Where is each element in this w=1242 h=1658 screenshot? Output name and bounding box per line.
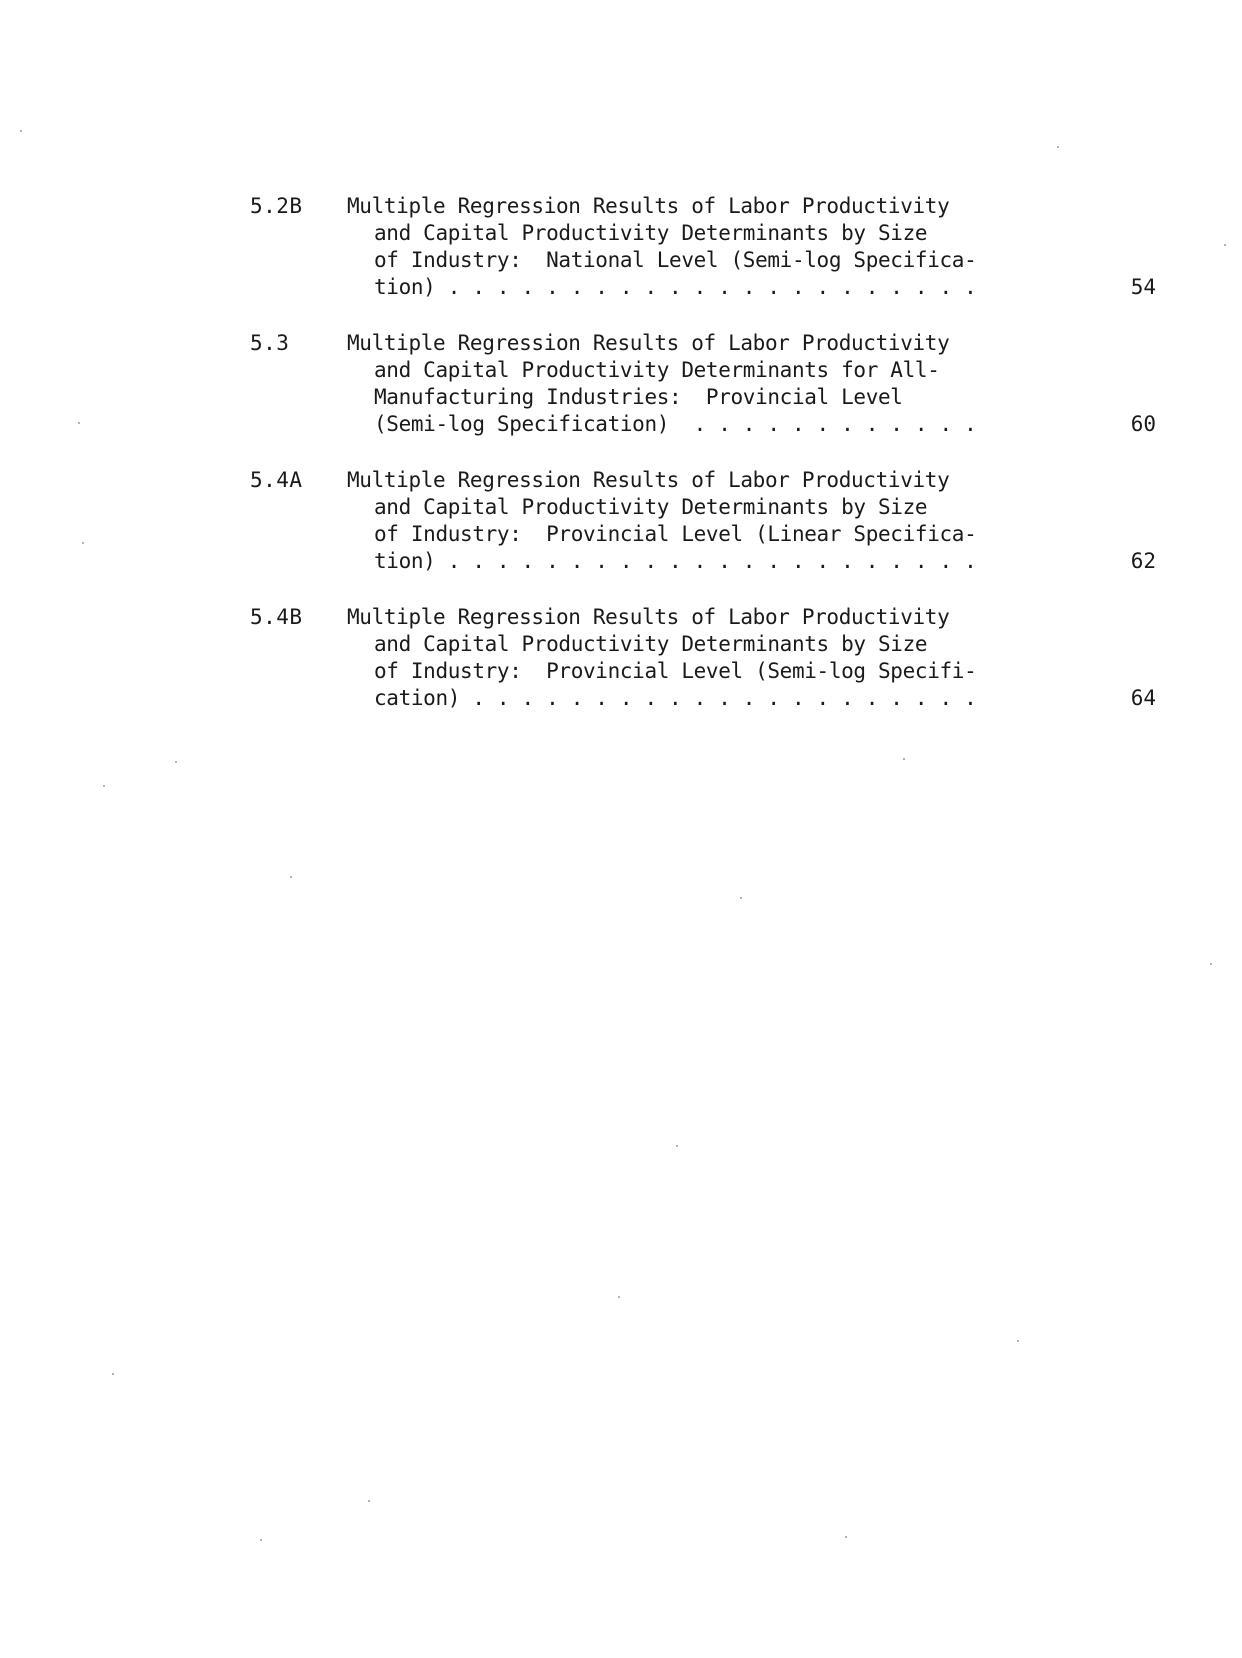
scan-speck — [1017, 1340, 1019, 1342]
scan-speck — [740, 897, 742, 899]
title-line: and Capital Productivity Determinants by Size — [374, 495, 928, 519]
table-number: 5.4A — [250, 468, 303, 492]
title-line: of Industry: Provincial Level (Semi-log Specifi- — [374, 659, 977, 683]
page-number: 54 — [1130, 275, 1156, 299]
title-line: cation) . . . . . . . . . . . . . . . . . . . . . — [374, 686, 977, 710]
scan-speck — [368, 1500, 370, 1502]
scan-speck — [676, 1145, 678, 1147]
scan-speck — [845, 1536, 847, 1538]
toc-entry — [250, 467, 1156, 575]
title-line: tion) . . . . . . . . . . . . . . . . . . . . . . — [374, 275, 977, 299]
title-line: and Capital Productivity Determinants by Size — [374, 221, 928, 245]
toc-entry — [250, 604, 1156, 712]
scan-speck — [1224, 244, 1226, 246]
table-title — [347, 604, 1051, 712]
scan-speck — [618, 1296, 620, 1298]
scan-speck — [1210, 963, 1212, 965]
title-line: and Capital Productivity Determinants by Size — [374, 632, 928, 656]
title-line: Multiple Regression Results of Labor Productivity — [347, 194, 950, 218]
table-of-contents-list — [250, 193, 1156, 741]
title-line: of Industry: Provincial Level (Linear Specifica- — [374, 522, 977, 546]
scan-speck — [20, 130, 22, 132]
title-line: Manufacturing Industries: Provincial Level — [374, 385, 903, 409]
table-title — [347, 467, 1051, 575]
title-line: and Capital Productivity Determinants for All- — [374, 358, 940, 382]
scan-speck — [78, 422, 80, 424]
scan-speck — [1057, 146, 1059, 148]
toc-entry — [250, 193, 1156, 301]
page-number: 64 — [1130, 686, 1156, 710]
title-line: of Industry: National Level (Semi-log Specifica- — [374, 248, 977, 272]
page-number: 62 — [1130, 549, 1156, 573]
scan-speck — [82, 542, 84, 544]
title-line: Multiple Regression Results of Labor Productivity — [347, 331, 950, 355]
scan-speck — [103, 785, 105, 787]
scan-speck — [290, 876, 292, 878]
toc-entry — [250, 330, 1156, 438]
table-number: 5.2B — [250, 194, 303, 218]
page-number: 60 — [1130, 412, 1156, 436]
scan-speck — [112, 1373, 114, 1375]
table-number: 5.4B — [250, 605, 303, 629]
scan-speck — [260, 1539, 262, 1541]
title-line: (Semi-log Specification) . . . . . . . . . . . . — [374, 412, 977, 436]
title-line: tion) . . . . . . . . . . . . . . . . . . . . . . — [374, 549, 977, 573]
title-line: Multiple Regression Results of Labor Productivity — [347, 468, 950, 492]
scan-speck — [903, 758, 905, 760]
table-title — [347, 193, 1051, 301]
scan-speck — [175, 761, 177, 763]
table-number: 5.3 — [250, 331, 290, 355]
title-line: Multiple Regression Results of Labor Productivity — [347, 605, 950, 629]
table-title — [347, 330, 1051, 438]
